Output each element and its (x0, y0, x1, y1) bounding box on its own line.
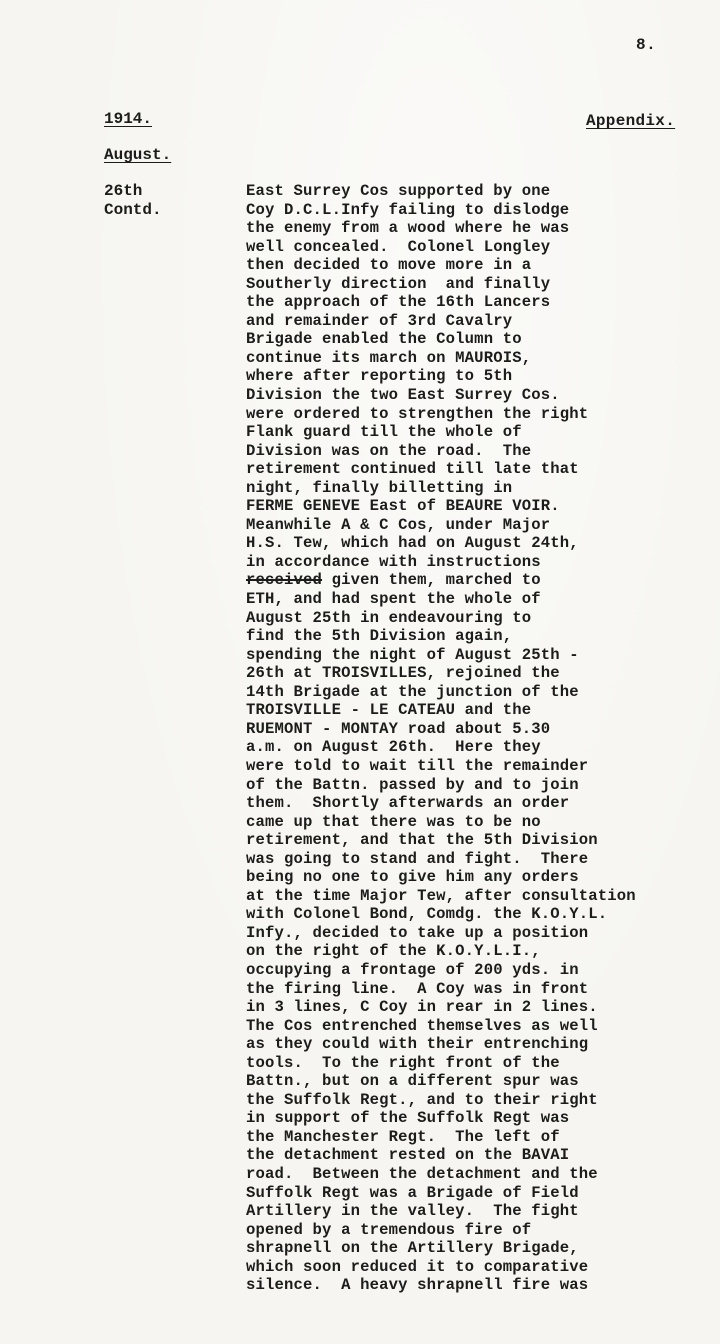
text-line: 14th Brigade at the junction of the (246, 682, 579, 701)
text-line: Artillery in the valley. The fight (246, 1202, 579, 1221)
date-day: 26th (104, 182, 143, 200)
text-line: spending the night of August 25th - (246, 645, 579, 664)
text-line: on the right of the K.O.Y.L.I., (246, 942, 541, 961)
text-line: them. Shortly afterwards an order (246, 794, 570, 813)
text-line: opened by a tremendous fire of (246, 1220, 532, 1239)
text-line: Battn., but on a different spur was (246, 1072, 579, 1091)
text-line: of the Battn. passed by and to join (246, 775, 579, 794)
text-line: Suffolk Regt was a Brigade of Field (246, 1183, 579, 1202)
text-line: The Cos entrenched themselves as well (246, 1016, 598, 1035)
text-line: H.S. Tew, which had on August 24th, (246, 534, 579, 553)
text-line: was going to stand and fight. There (246, 849, 589, 868)
appendix-heading: Appendix. (586, 112, 676, 130)
text-line: the Suffolk Regt., and to their right (246, 1090, 598, 1109)
text-line: RUEMONT - MONTAY road about 5.30 (246, 719, 551, 738)
text-line: a.m. on August 26th. Here they (246, 738, 541, 757)
text-line: where after reporting to 5th (246, 367, 513, 386)
text-line: were told to wait till the remainder (246, 756, 589, 775)
text-line: FERME GENEVE East of BEAURE VOIR. (246, 497, 560, 516)
text-line: Brigade enabled the Column to (246, 330, 522, 349)
line-remainder: given them, marched to (322, 571, 541, 590)
text-line: in support of the Suffolk Regt was (246, 1109, 570, 1128)
text-line: 26th at TROISVILLES, rejoined the (246, 664, 560, 683)
text-line: night, finally billetting in (246, 478, 513, 497)
struck-word: received (246, 571, 323, 590)
page-number: 8. (636, 36, 657, 54)
text-line: which soon reduced it to comparative (246, 1257, 589, 1276)
text-line: Division the two East Surrey Cos. (246, 386, 560, 405)
text-line: the enemy from a wood where he was (246, 219, 570, 238)
month-heading: August. (104, 146, 172, 164)
text-line: the firing line. A Coy was in front (246, 979, 589, 998)
text-line: as they could with their entrenching (246, 1035, 589, 1054)
text-line: occupying a frontage of 200 yds. in (246, 960, 579, 979)
text-line: came up that there was to be no (246, 812, 541, 831)
text-line: Coy D.C.L.Infy failing to dislodge (246, 200, 570, 219)
text-line: and remainder of 3rd Cavalry (246, 311, 513, 330)
text-line: shrapnell on the Artillery Brigade, (246, 1239, 579, 1258)
text-line: in accordance with instructions (246, 552, 541, 571)
text-line: continue its march on MAUROIS, (246, 348, 532, 367)
text-line: well concealed. Colonel Longley (246, 237, 551, 256)
text-line: were ordered to strengthen the right (246, 404, 589, 423)
year-heading: 1914. (104, 110, 153, 128)
text-line: retirement, and that the 5th Division (246, 831, 598, 850)
text-line: with Colonel Bond, Comdg. the K.O.Y.L. (246, 905, 608, 924)
text-line: Flank guard till the whole of (246, 423, 522, 442)
text-line: Meanwhile A & C Cos, under Major (246, 515, 551, 534)
text-line: silence. A heavy shrapnell fire was (246, 1276, 589, 1295)
text-line: tools. To the right front of the (246, 1053, 560, 1072)
text-line: Infy., decided to take up a position (246, 923, 589, 942)
date-note: Contd. (104, 200, 162, 219)
text-line: ETH, and had spent the whole of (246, 590, 541, 609)
text-line: find the 5th Division again, (246, 627, 513, 646)
text-line: August 25th in endeavouring to (246, 608, 532, 627)
text-line: Division was on the road. The (246, 441, 532, 460)
text-line: in 3 lines, C Coy in rear in 2 lines. (246, 998, 598, 1017)
text-line: at the time Major Tew, after consultation (246, 886, 636, 905)
text-line-with-strikethrough (246, 571, 720, 590)
text-line: the detachment rested on the BAVAI (246, 1146, 570, 1165)
text-line: retirement continued till late that (246, 460, 579, 479)
text-line: then decided to move more in a (246, 256, 532, 275)
diary-body-text (246, 182, 720, 1295)
text-line: being no one to give him any orders (246, 868, 579, 887)
text-line: TROISVILLE - LE CATEAU and the (246, 701, 532, 720)
text-line: the Manchester Regt. The left of (246, 1127, 560, 1146)
text-line: the approach of the 16th Lancers (246, 293, 551, 312)
text-line: Southerly direction and finally (246, 274, 551, 293)
text-line: East Surrey Cos supported by one (246, 182, 551, 200)
text-line: road. Between the detachment and the (246, 1164, 598, 1183)
date-column (104, 182, 162, 219)
